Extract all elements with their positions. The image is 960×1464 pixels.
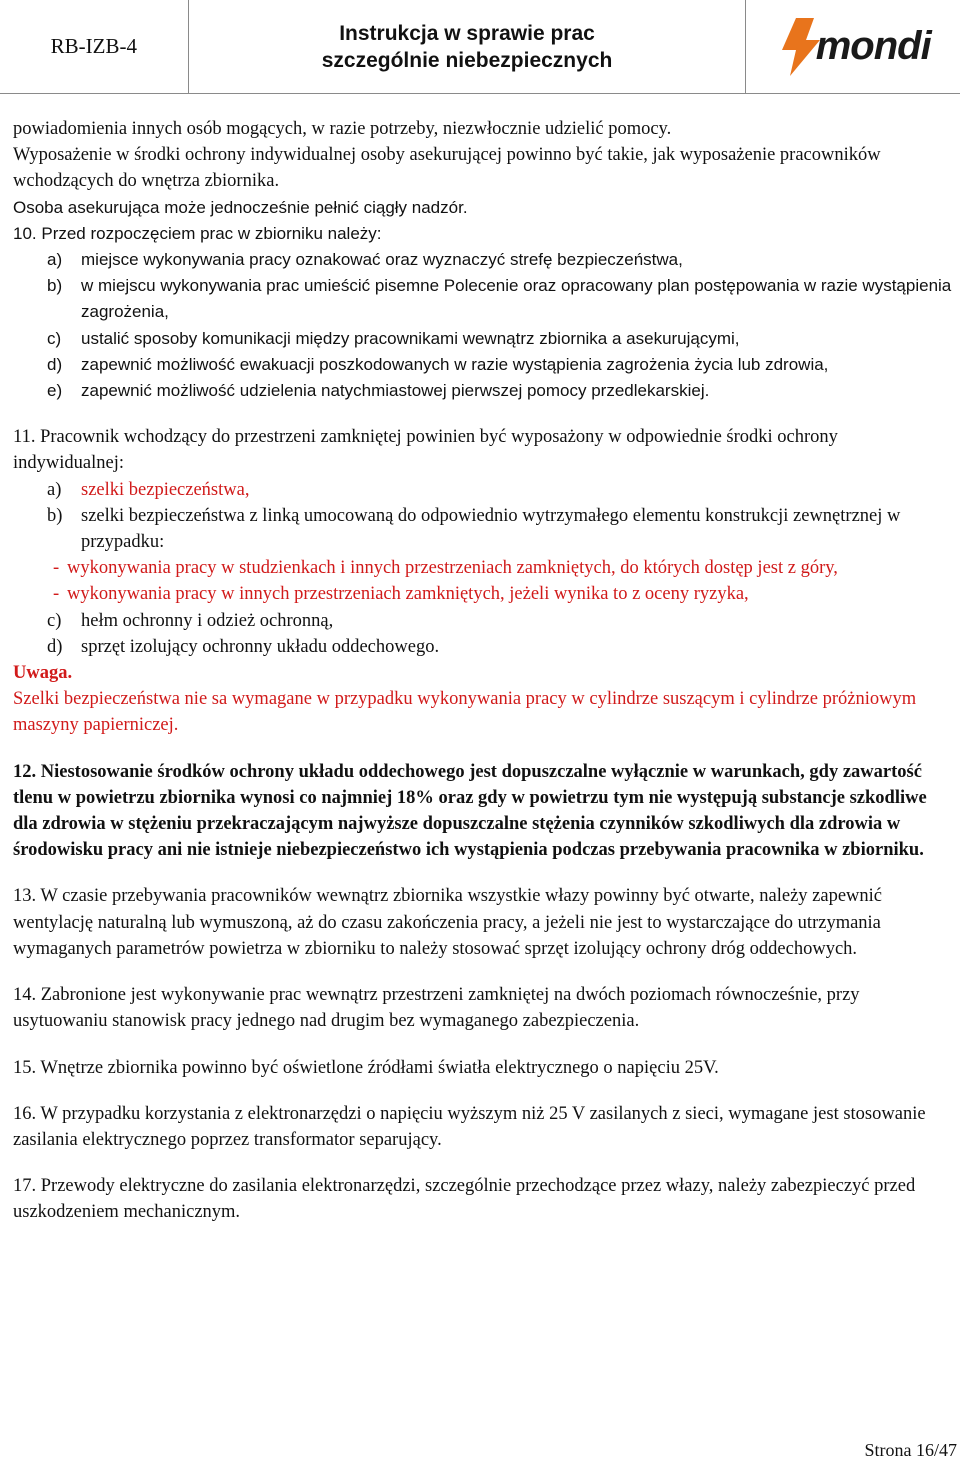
section-10-list (13, 247, 953, 404)
section-15: 15. Wnętrze zbiornika powinno być oświetlone źródłami światła elektrycznego o napięciu 25V. (13, 1057, 719, 1078)
section-17: 17. Przewody elektryczne do zasilania elektronarzędzi, szczególnie przechodzące przez włazy, należy zabezpieczyć przed uszkodzeniem mechanicznym. (13, 1176, 916, 1223)
doc-title-line-1: Instrukcja w sprawie prac (339, 21, 595, 45)
page-header (0, 0, 960, 94)
section-16: 16. W przypadku korzystania z elektronarzędzi o napięciu wyższym niż 25 V zasilanych z sieci, wymagane jest stosowanie zasilania elektrycznego poprzez transformator separujący. (13, 1103, 926, 1150)
list-item: e) zapewnić możliwość udzielenia natychmiastowej pierwszej pomocy przedlekarskiej. (47, 381, 710, 401)
section-12: 12. Niestosowanie środków ochrony układu oddechowego jest dopuszczalne wyłącznie w warunkach, gdy zawartość tlenu w powietrzu zbiornika wynosi co najmniej 18% oraz gdy w powietrzu tym nie występują substancje szkodliwe dla zdrowia w stężeniu przekraczającym najwyższe dopuszczalne stężenia czynników szkodliwych dla zdrowia w środowisku pracy ani nie istnieje niebezpieczeństwo ich wystąpienia podczas przebywania pracownika w zbiorniku. (13, 761, 927, 861)
list-item: - wykonywania pracy w studzienkach i innych przestrzeniach zamkniętych, do których dostęp jest z góry, (53, 558, 838, 579)
doc-title-line-2: szczególnie niebezpiecznych (321, 48, 613, 72)
text-line: Wyposażenie w środki ochrony indywidualnej osoby asekurującej powinno być takie, jak wyposażenie pracowników wchodzących do wnętrza zbiornika. (13, 145, 881, 192)
document-body (13, 116, 953, 1226)
mondi-logo (746, 0, 960, 93)
list-item: b) w miejscu wykonywania prac umieścić pisemne Polecenie oraz opracowany plan postępowania w razie wystąpienia zagrożenia, (47, 276, 952, 322)
section-11-intro: 11. Pracownik wchodzący do przestrzeni zamkniętej powinien być wyposażony w odpowiednie środki ochrony indywidualnej: (13, 427, 838, 474)
text-line: Osoba asekurująca może jednocześnie pełnić ciągły nadzór. (13, 197, 468, 217)
text-line: powiadomienia innych osób mogących, w razie potrzeby, niezwłocznie udzielić pomocy. (13, 119, 672, 139)
page-number: Strona 16/47 (864, 1440, 957, 1460)
mondi-logo-text: mondi (815, 24, 931, 68)
note-label: Uwaga. (13, 663, 73, 684)
list-item: - wykonywania pracy w innych przestrzeniach zamkniętych, jeżeli wynika to z oceny ryzyka, (53, 584, 749, 605)
list-item: c) ustalić sposoby komunikacji między pracownikami wewnątrz zbiornika a asekurującymi, (47, 328, 740, 348)
section-14: 14. Zabronione jest wykonywanie prac wewnątrz przestrzeni zamkniętej na dwóch poziomach równocześnie, przy usytuowaniu stanowisk pracy jednego nad drugim bez wymaganego zabezpieczenia. (13, 985, 860, 1032)
doc-code: RB-IZB-4 (50, 34, 137, 58)
list-item: d) sprzęt izolujący ochronny układu oddechowego. (47, 636, 440, 657)
list-item: c) hełm ochronny i odzież ochronną, (47, 610, 334, 631)
section-10-intro: 10. Przed rozpoczęciem prac w zbiorniku należy: (13, 223, 382, 243)
list-item: b) szelki bezpieczeństwa z linką umocowaną do odpowiednio wytrzymałego elementu konstrukcji zewnętrznej w przypadku: (47, 505, 901, 553)
list-item: a) szelki bezpieczeństwa, (47, 479, 250, 500)
note-text: Szelki bezpieczeństwa nie sa wymagane w przypadku wykonywania pracy w cylindrze suszącym i cylindrze próżniowym maszyny papierniczej. (13, 689, 917, 736)
doc-title (188, 0, 747, 93)
list-item: a) miejsce wykonywania pracy oznakować oraz wyznaczyć strefę bezpieczeństwa, (47, 250, 683, 270)
section-13: 13. W czasie przebywania pracowników wewnątrz zbiornika wszystkie włazy powinny być otwarte, należy zapewnić wentylację naturalną lub wymuszoną, aż do czasu zakończenia pracy, a jeżeli nie jest to wystarczające do utrzymania wymaganych parametrów powietrza w zbiorniku to należy stosować sprzęt izolujący ochrony dróg oddechowych. (13, 886, 883, 959)
list-item: d) zapewnić możliwość ewakuacji poszkodowanych w razie wystąpienia zagrożenia życia lub zdrowia, (47, 354, 829, 374)
